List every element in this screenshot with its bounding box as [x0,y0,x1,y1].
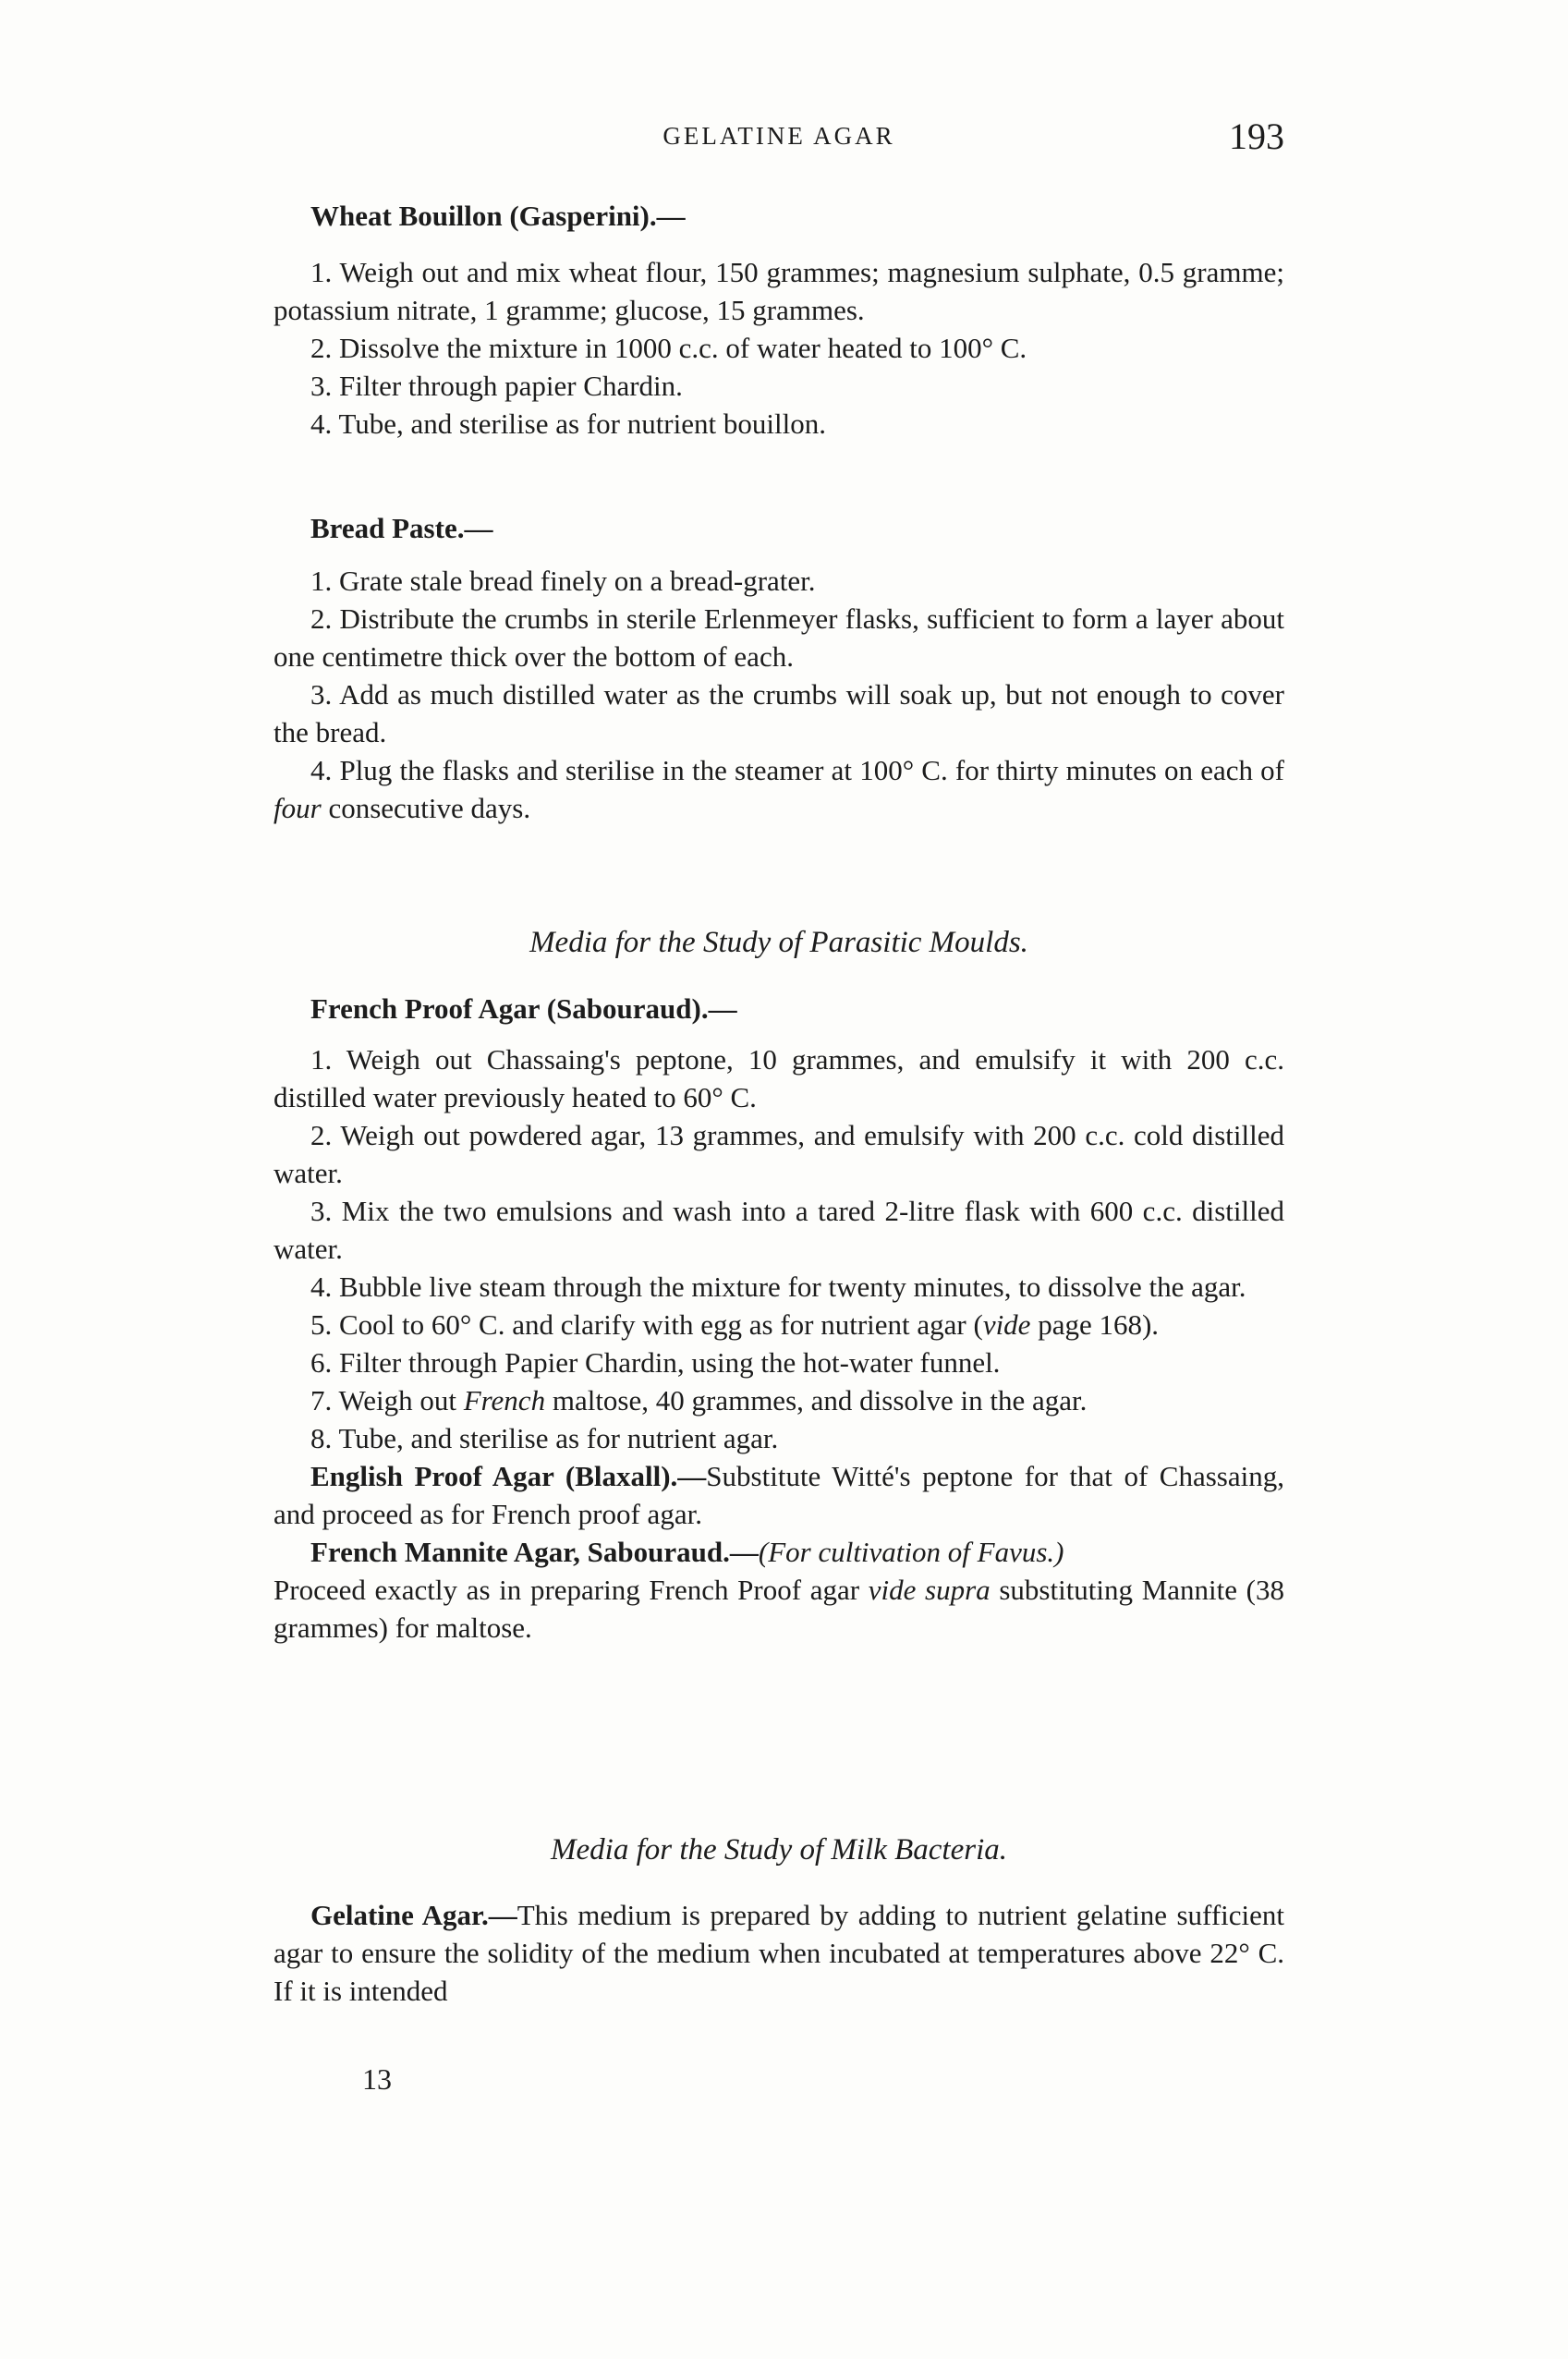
bread-paste-steps [273,562,1284,827]
wheat-step-2: 2. Dissolve the mixture in 1000 c.c. of water heated to 100° C. [310,332,1027,364]
bread-paste-section [273,508,1284,827]
page-number: 193 [1229,116,1284,157]
bread-step-1: 1. Grate stale bread finely on a bread-grater. [310,565,816,597]
french-step-3: 3. Mix the two emulsions and wash into a tared 2-litre flask with 600 c.c. distilled water. [273,1195,1284,1265]
gelatine-agar-paragraph: Gelatine Agar.—This medium is prepared by adding to nutrient gelatine sufficient agar to ensure the solidity of the medium when incubated at temperatures above 22° C. If it is intended [273,1899,1284,2007]
french-mannite-body: Proceed exactly as in preparing French Proof agar vide supra substituting Mannite (38 grammes) for maltose. [273,1574,1285,1644]
wheat-bouillon-steps [273,253,1284,443]
english-proof-paragraph: English Proof Agar (Blaxall).—Substitute Witté's peptone for that of Chassaing, and proceed as for French proof agar. [273,1460,1284,1530]
wheat-step-4: 4. Tube, and sterilise as for nutrient bouillon. [310,407,826,440]
wheat-step-1: 1. Weigh out and mix wheat flour, 150 grammes; magnesium sulphate, 0.5 gramme; potassium nitrate, 1 gramme; glucose, 15 grammes. [273,256,1284,326]
running-title: GELATINE AGAR [662,122,895,150]
page-header [273,115,1284,170]
french-step-6: 6. Filter through Papier Chardin, using the hot-water funnel. [310,1346,1001,1379]
bread-step-2: 2. Distribute the crumbs in sterile Erlenmeyer flasks, sufficient to form a layer about one centimetre thick over the bottom of each. [273,602,1284,673]
french-step-5: 5. Cool to 60° C. and clarify with egg as for nutrient agar (vide page 168). [310,1308,1160,1341]
french-mannite-heading: French Mannite Agar, Sabouraud.— [310,1536,759,1568]
milk-section-title: Media for the Study of Milk Bacteria. [551,1833,1007,1867]
french-step-4: 4. Bubble live steam through the mixture for twenty minutes, to dissolve the agar. [310,1271,1246,1303]
gelatine-agar-heading: Gelatine Agar.— [310,1899,517,1931]
signature-mark: 13 [362,2062,392,2096]
french-proof-heading: French Proof Agar (Sabouraud).— [310,992,737,1025]
french-step-1: 1. Weigh out Chassaing's peptone, 10 grammes, and emulsify it with 200 c.c. distilled water previously heated to 60° C. [273,1043,1284,1113]
milk-section [273,1830,1284,2010]
french-mannite-heading-line [273,1533,1284,1571]
bread-step-3: 3. Add as much distilled water as the crumbs will soak up, but not enough to cover the bread. [273,678,1284,748]
moulds-section [273,922,1284,1647]
moulds-section-title: Media for the Study of Parasitic Moulds. [529,926,1028,959]
french-step-8: 8. Tube, and sterilise as for nutrient agar. [310,1422,779,1454]
wheat-step-3: 3. Filter through papier Chardin. [310,370,683,402]
french-proof-steps [273,1040,1284,1457]
english-proof-heading: English Proof Agar (Blaxall).— [310,1460,707,1492]
wheat-bouillon-section [273,196,1284,443]
french-step-2: 2. Weigh out powdered agar, 13 grammes, and emulsify with 200 c.c. cold distilled water. [273,1119,1284,1189]
french-mannite-note: (For cultivation of Favus.) [758,1536,1064,1568]
bread-paste-heading: Bread Paste.— [310,512,493,544]
bread-step-4: 4. Plug the flasks and sterilise in the steamer at 100° C. for thirty minutes on each of four consecutive days. [273,754,1284,824]
wheat-bouillon-heading: Wheat Bouillon (Gasperini).— [310,200,686,232]
french-step-7: 7. Weigh out French maltose, 40 grammes, and dissolve in the agar. [310,1384,1088,1417]
